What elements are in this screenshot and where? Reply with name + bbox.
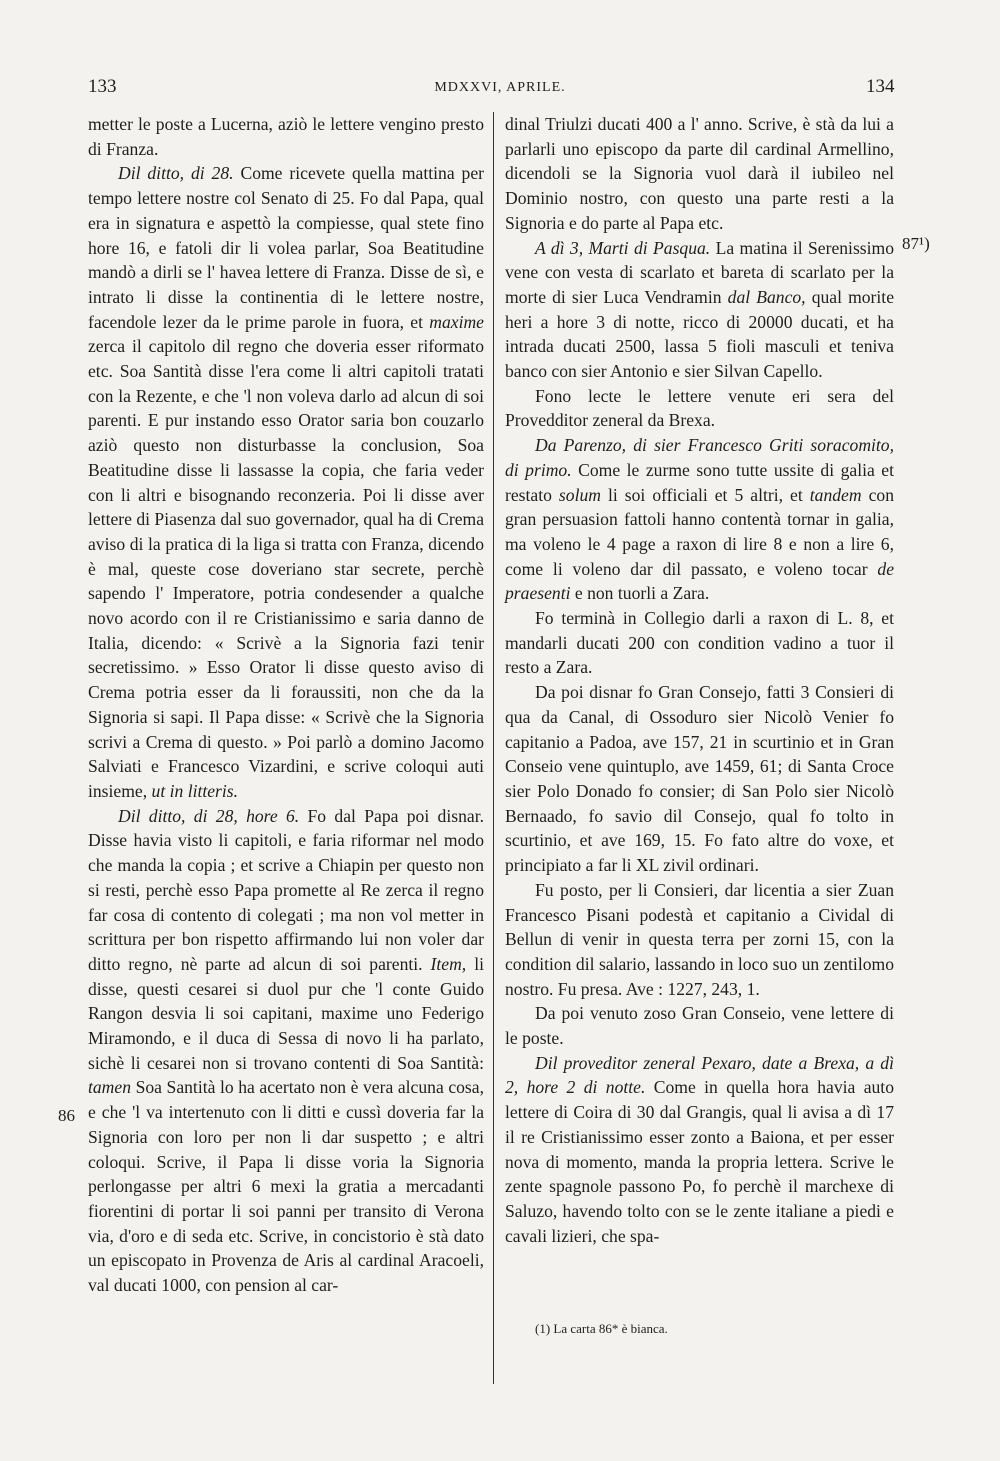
- paragraph: dinal Triulzi ducati 400 a l' anno. Scrive, è stà da lui a parlarli uno episcopo da parte dil cardinal Armellino, dicendoli se la Signoria vuol darà il iubileo nel Dominio nostro, con questo una parte resti a la Signoria e do parte al Papa etc.: [505, 114, 894, 233]
- paragraph: Da poi venuto zoso Gran Conseio, vene lettere di le poste.: [505, 1003, 894, 1049]
- margin-number-86: 86: [58, 1106, 75, 1125]
- paragraph: A dì 3, Marti di Pasqua. La matina il Serenissimo vene con vesta di scarlato et bareta di scarlato per la morte di sier Luca Vendramin dal Banco, qual morite heri a hore 3 di notte, ricco di 20000 ducati, et ha intrada ducati 2500, lassa 5 fioli masculi et teniva banco con sier Antonio e sier Silvan Capello.: [505, 237, 895, 382]
- entry-heading: Dil ditto, di 28.: [118, 163, 234, 184]
- entry-heading: Dil proveditor zeneral Pexaro, date a Brexa, a dì 2, hore 2 di notte.: [505, 1052, 894, 1098]
- paragraph: Dil proveditor zeneral Pexaro, date a Brexa, a dì 2, hore 2 di notte. Come in quella hora havia auto lettere di Coira di 30 dal Grangis, qual li avisa a dì 17 il re Cristianissimo esser zonto a Baiona, et per esser nova di momento, manda la propria lettera. Scrive le zente spagnole passono Po, fo perchè il marchexe di Saluzo, havendo tolto con se le zente italiane a piedi e cavali lizieri, che spa-: [505, 1052, 894, 1246]
- paragraph: metter le poste a Lucerna, aziò le lettere vengino presto di Franza.: [88, 114, 484, 159]
- paragraph: Fono lecte le lettere venute eri sera del Provedditor zeneral da Brexa.: [505, 385, 894, 431]
- entry-heading: A dì 3, Marti di Pasqua.: [535, 237, 711, 258]
- margin-number-87: 87¹): [902, 234, 930, 253]
- paragraph: Fo terminà in Collegio darli a raxon di L. 8, et mandarli ducati 200 con condition vadino a tuor il resto a Zara.: [505, 608, 894, 678]
- entry-heading: Dil ditto, di 28, hore 6.: [118, 805, 300, 826]
- paragraph: Dil ditto, di 28. Come ricevete quella mattina per tempo lettere nostre col Senato di 25. Fo dal Papa, qual era in signatura e aspettò la compiesse, qual stete fino hore 16, e fatoli dir li volea parlar, Soa Beatitudine mandò a dirli se l' havea lettere di Franza. Disse de sì, e intrato li disse la continentia di le lettere nostre, facendole lezer da le prime parole in fuora, et maxime zerca il capitolo dil regno che doveria esser riformato etc. Soa Santità disse l'era come li altri capitoli tratati con la Rezente, e che 'l non voleva darlo ad alcun di soi parenti. E pur instando esso Orator saria bon couzarlo aziò questo non disturbasse la conclusion, Soa Beatitudine disse li lassasse la copia, che faria veder con li altri e bisognando reconzeria. Poi li disse aver lettere di Piasenza dal suo governador, qual ha di Crema aviso di la pratica di la liga si tratta con Franza, dicendo è mal, queste cose doveriano star secrete, perchè sapendo l' Imperatore, potria condesender a qualche novo acordo con il re Cristianissimo e saria danno de Italia, dicendo: « Scrivè a la Signoria fazi tenir secretissimo. » Esso Orator li disse questo aviso di Crema potria esser da li foraussiti, non che da la Signoria si sapi. Il Papa disse: « Scrivè che la Signoria scrivi a Crema di questo. » Poi parlò a domino Jacomo Salviati e Francesco Vizardini, e scrive coloqui auti insieme, ut in litteris.: [88, 163, 484, 801]
- paragraph: Dil ditto, di 28, hore 6. Fo dal Papa poi disnar. Disse havia visto li capitoli, e faria riformar nel modo che manda la copia ; et scrive a Chiapin per questo non si resti, perchè esso Papa promette al Re zerca il regno far cosa di contento di colegati ; ma non vol metter in scrittura per bon rispetto affirmando lui non voler dar ditto regno, nè parte ad alcun di soi parenti. Item, li disse, questi cesarei si duol pur che 'l conte Guido Rangon desvia li soi capitani, maxime uno Federigo Miramondo, e il duca di Sessa di novo li ha parlato, sichè li cesarei non si trovano contenti di Soa Santità: tamen Soa Santità lo ha acertato non è vera alcuna cosa, e che 'l va intertenuto con li ditti e cussì doveria far la Signoria con loro per non li dar suspetto ; e altri coloqui. Scrive, il Papa li disse voria la Signoria perlongasse per altri 6 mexi la gratia a mercadanti fiorentini di portar li soi panni per transito di Verona via, d'oro e di seda etc. Scrive, in concistorio è stà dato un episcopato in Provenza de Aris al cardinal Aracoeli, val ducati 1000, con pension al car-: [88, 805, 484, 1296]
- left-column: [88, 112, 484, 1298]
- column-divider: [493, 112, 494, 1384]
- footnote: (1) La carta 86* è bianca.: [535, 1321, 668, 1336]
- entry-heading: Da Parenzo, di sier Francesco Griti soracomito, di primo.: [505, 435, 894, 480]
- page-number-left: 133: [88, 76, 117, 97]
- paragraph: Fu posto, per li Consieri, dar licentia a sier Zuan Francesco Pisani podestà et capitanio a Cividal di Bellun di venir in questa terra per zorni 15, con la condition dil salario, lassando in loco suo un zentilomo nostro. Fu presa. Ave : 1227, 243, 1.: [505, 879, 894, 999]
- paragraph: Da poi disnar fo Gran Consejo, fatti 3 Consieri di qua da Canal, di Ossoduro sier Nicolò Venier fo capitanio a Padoa, ave 157, 21 in scurtinio et in Gran Conseio vene quintuplo, ave 1459, 61; di Santa Croce sier Polo Donado fo consier; di San Polo sier Nicolò Bernaado, fo savio dil Consejo, qual fo tolto in scurtinio, et ave 169, 15. Fo fato altre do voxe, et principiato a far li XL zivil ordinari.: [505, 682, 894, 876]
- page-number-right: 134: [866, 76, 895, 97]
- right-column: [505, 112, 894, 1248]
- paragraph: Da Parenzo, di sier Francesco Griti soracomito, di primo. Come le zurme sono tutte ussite di galia et restato solum li soi officiali et 5 altri, et tandem con gran persuasion fattoli hanno contentà tornar in galia, ma voleno le 4 page a raxon di lire 8 e non a lire 6, come li voleno dar dil passato, e voleno tocar de praesenti e non tuorli a Zara.: [505, 435, 894, 604]
- running-title: MDXXVI, APRILE.: [434, 80, 566, 95]
